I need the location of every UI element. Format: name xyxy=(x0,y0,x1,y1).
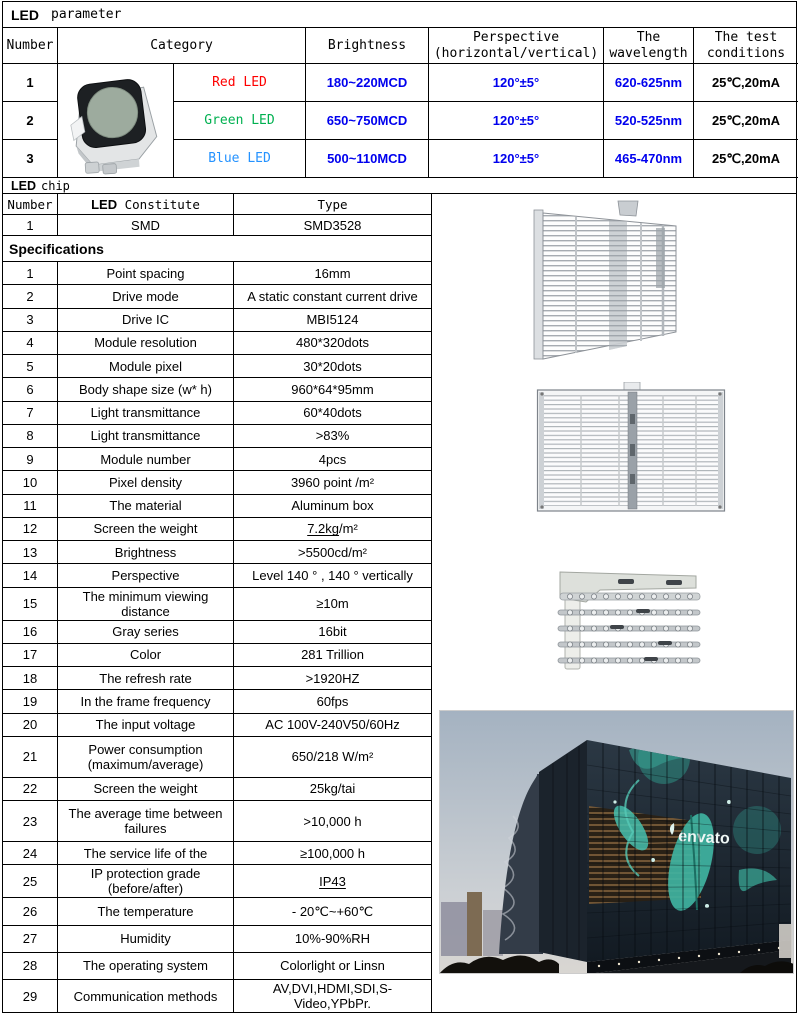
chip-col-constitute: LED Constitute xyxy=(58,194,234,215)
led-mesh-screen-front-image xyxy=(536,382,726,514)
spec-value: 3960 point /m² xyxy=(290,474,375,490)
row-number: 3 xyxy=(3,140,58,178)
spec-number: 4 xyxy=(3,332,58,354)
led-chip-table-row xyxy=(3,215,431,236)
col-header-perspective: Perspective (horizontal/vertical) xyxy=(429,28,604,64)
brightness-value: 180~220MCD xyxy=(306,64,429,102)
spec-value: 16mm xyxy=(314,265,351,281)
spec-number: 22 xyxy=(3,778,58,800)
photo-screen-text: envato xyxy=(677,828,731,848)
spec-row xyxy=(3,471,431,494)
spec-value: 10%-90%RH xyxy=(294,931,371,947)
spec-row xyxy=(3,737,431,778)
led-chip-table-header xyxy=(3,194,431,215)
led-chip-section-title: LED chip xyxy=(3,178,796,194)
brightness-value: 650~750MCD xyxy=(306,102,429,140)
product-images-panel xyxy=(432,194,796,1012)
chip-constitute: SMD xyxy=(58,215,234,236)
spec-value: Level 140 ° , 140 ° vertically xyxy=(252,567,413,583)
spec-value: ≥10m xyxy=(316,596,349,611)
spec-number: 6 xyxy=(3,378,58,400)
spec-value: 960*64*95mm xyxy=(291,381,374,397)
led-bar-mounting-detail-image xyxy=(548,566,706,672)
spec-number: 7 xyxy=(3,402,58,424)
spec-row xyxy=(3,285,431,308)
spec-label: Power consumption (maximum/average) xyxy=(58,737,234,777)
led-category-red: Red LED xyxy=(174,64,306,102)
spec-label: The minimum viewing distance xyxy=(58,588,234,620)
spec-value: 25kg/tai xyxy=(309,781,356,797)
spec-label: Body shape size (w* h) xyxy=(58,378,234,400)
spec-number: 16 xyxy=(3,621,58,643)
chip-col-type: Type xyxy=(234,194,431,215)
spec-label: Perspective xyxy=(58,564,234,586)
test-conditions-value: 25℃,20mA xyxy=(694,102,798,140)
specifications-table xyxy=(3,262,431,1012)
spec-value: 7.2kg /m² xyxy=(307,521,358,537)
spec-row xyxy=(3,564,431,587)
spec-number: 12 xyxy=(3,518,58,540)
spec-row xyxy=(3,926,431,953)
spec-label: Communication methods xyxy=(58,980,234,1012)
col-header-number: Number xyxy=(3,28,58,64)
spec-value: ≥100,000 h xyxy=(300,845,365,861)
spec-number: 2 xyxy=(3,285,58,307)
spec-number: 9 xyxy=(3,448,58,470)
led-parameter-table xyxy=(3,28,796,178)
spec-value: 16bit xyxy=(318,624,347,640)
spec-value: AC 100V-240V50/60Hz xyxy=(265,717,400,733)
spec-row xyxy=(3,842,431,865)
spec-value: 480*320dots xyxy=(295,335,369,351)
spec-number: 14 xyxy=(3,564,58,586)
spec-number: 10 xyxy=(3,471,58,493)
spec-row xyxy=(3,402,431,425)
spec-value: - 20℃~+60℃ xyxy=(291,903,374,919)
spec-number: 8 xyxy=(3,425,58,447)
spec-value: 60*40dots xyxy=(303,405,362,421)
perspective-value: 120°±5° xyxy=(429,140,604,178)
spec-number: 11 xyxy=(3,495,58,517)
spec-number: 21 xyxy=(3,737,58,777)
spec-row xyxy=(3,495,431,518)
spec-label: Light transmittance xyxy=(58,425,234,447)
spec-number: 18 xyxy=(3,667,58,689)
spec-label: Module number xyxy=(58,448,234,470)
spec-value: Aluminum box xyxy=(291,498,374,514)
spec-value: 4pcs xyxy=(318,451,347,467)
spec-row xyxy=(3,262,431,285)
spec-label: The service life of the xyxy=(58,842,234,864)
spec-number: 15 xyxy=(3,588,58,620)
spec-label: Screen the weight xyxy=(58,518,234,540)
spec-row xyxy=(3,378,431,401)
page-title-rest: parameter xyxy=(51,7,122,22)
spec-value: 30*20dots xyxy=(303,358,362,374)
spec-number: 26 xyxy=(3,898,58,924)
col-header-test-conditions: The test conditions xyxy=(694,28,798,64)
spec-label: The average time between failures xyxy=(58,801,234,841)
spec-label: The material xyxy=(58,495,234,517)
spec-label: The temperature xyxy=(58,898,234,924)
spec-number: 23 xyxy=(3,801,58,841)
spec-label: IP protection grade (before/after) xyxy=(58,865,234,897)
spec-number: 24 xyxy=(3,842,58,864)
spec-label: Brightness xyxy=(58,541,234,563)
led-category-green: Green LED xyxy=(174,102,306,140)
led-category-blue: Blue LED xyxy=(174,140,306,178)
wavelength-value: 620-625nm xyxy=(604,64,694,102)
chip-number: 1 xyxy=(3,215,58,236)
spec-row xyxy=(3,980,431,1012)
spec-row xyxy=(3,953,431,980)
spec-number: 20 xyxy=(3,714,58,736)
spec-row xyxy=(3,714,431,737)
spec-label: Screen the weight xyxy=(58,778,234,800)
spec-row xyxy=(3,448,431,471)
spec-row xyxy=(3,801,431,842)
page-title-led: LED xyxy=(11,6,39,23)
spec-row xyxy=(3,425,431,448)
spec-value: 281 Trillion xyxy=(301,647,364,663)
spec-value: AV,DVI,HDMI,SDI,S-Video,YPbPr. xyxy=(272,981,393,1012)
spec-label: Humidity xyxy=(58,926,234,952)
spec-row xyxy=(3,309,431,332)
spec-row xyxy=(3,644,431,667)
spec-row xyxy=(3,778,431,801)
spec-label: Pixel density xyxy=(58,471,234,493)
spec-row xyxy=(3,898,431,925)
chip-col-number: Number xyxy=(3,194,58,215)
spec-number: 25 xyxy=(3,865,58,897)
spec-label: Drive mode xyxy=(58,285,234,307)
spec-row xyxy=(3,588,431,621)
specifications-section-title: Specifications xyxy=(3,236,431,262)
row-number: 2 xyxy=(3,102,58,140)
spec-row xyxy=(3,541,431,564)
perspective-value: 120°±5° xyxy=(429,102,604,140)
transparent-led-building-photo xyxy=(439,710,794,974)
left-tables xyxy=(3,194,432,1012)
spec-number: 28 xyxy=(3,953,58,979)
spec-value: >5500cd/m² xyxy=(297,544,367,560)
spec-row xyxy=(3,518,431,541)
spec-row xyxy=(3,355,431,378)
spec-label: In the frame frequency xyxy=(58,690,234,712)
spec-number: 29 xyxy=(3,980,58,1012)
spec-value: IP43 xyxy=(319,873,346,889)
spec-label: The refresh rate xyxy=(58,667,234,689)
spec-value: >10,000 h xyxy=(303,813,362,829)
spec-value: A static constant current drive xyxy=(247,288,418,304)
spec-row xyxy=(3,690,431,713)
smd-led-chip-image xyxy=(58,64,174,178)
page-title xyxy=(3,2,796,28)
test-conditions-value: 25℃,20mA xyxy=(694,140,798,178)
spec-value: 650/218 W/m² xyxy=(291,749,374,765)
spec-value: 60fps xyxy=(316,693,349,709)
col-header-category: Category xyxy=(58,28,306,64)
spec-value: >1920HZ xyxy=(305,670,360,686)
chip-type: SMD3528 xyxy=(234,215,431,236)
spec-row xyxy=(3,865,431,898)
spec-value: Colorlight or Linsn xyxy=(280,958,385,974)
spec-row xyxy=(3,332,431,355)
spec-number: 1 xyxy=(3,262,58,284)
led-mesh-screen-perspective-image xyxy=(526,200,688,364)
spec-label: Module pixel xyxy=(58,355,234,377)
spec-number: 17 xyxy=(3,644,58,666)
wavelength-value: 520-525nm xyxy=(604,102,694,140)
spec-sheet xyxy=(2,1,797,1013)
spec-value: >83% xyxy=(315,428,350,444)
test-conditions-value: 25℃,20mA xyxy=(694,64,798,102)
perspective-value: 120°±5° xyxy=(429,64,604,102)
spec-label: Light transmittance xyxy=(58,402,234,424)
spec-label: The input voltage xyxy=(58,714,234,736)
brightness-value: 500~110MCD xyxy=(306,140,429,178)
spec-row xyxy=(3,621,431,644)
spec-label: Module resolution xyxy=(58,332,234,354)
row-number: 1 xyxy=(3,64,58,102)
spec-row xyxy=(3,667,431,690)
col-header-brightness: Brightness xyxy=(306,28,429,64)
spec-value: MBI5124 xyxy=(306,312,359,328)
spec-label: Color xyxy=(58,644,234,666)
spec-label: Point spacing xyxy=(58,262,234,284)
wavelength-value: 465-470nm xyxy=(604,140,694,178)
spec-label: Gray series xyxy=(58,621,234,643)
spec-number: 19 xyxy=(3,690,58,712)
spec-label: Drive IC xyxy=(58,309,234,331)
spec-number: 13 xyxy=(3,541,58,563)
spec-number: 27 xyxy=(3,926,58,952)
spec-label: The operating system xyxy=(58,953,234,979)
spec-number: 3 xyxy=(3,309,58,331)
spec-number: 5 xyxy=(3,355,58,377)
col-header-wavelength: The wavelength xyxy=(604,28,694,64)
